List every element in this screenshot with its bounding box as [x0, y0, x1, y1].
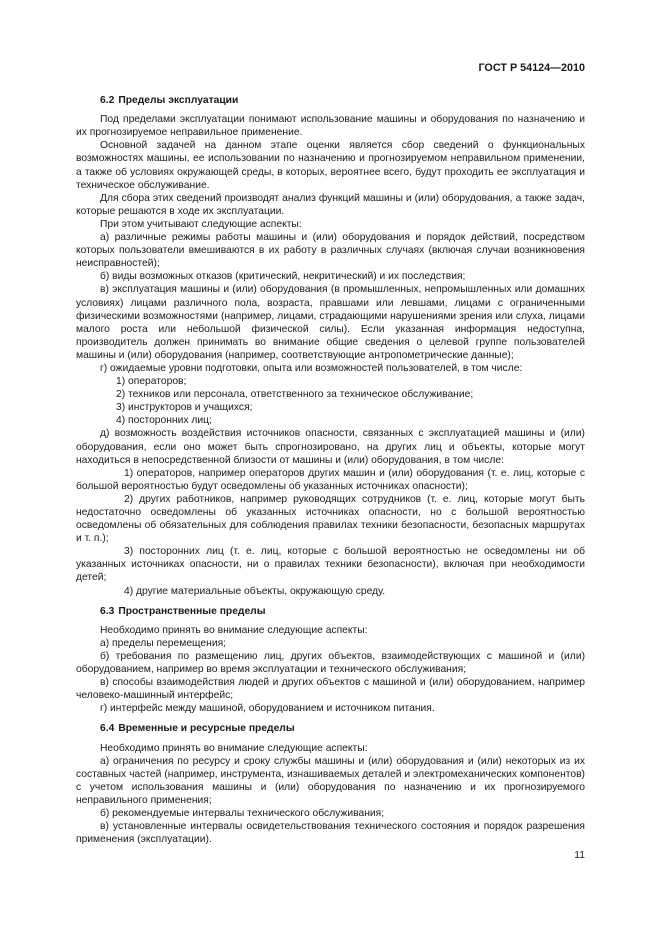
paragraph: 2) других работников, например руководящих сотрудников (т. е. лиц, которые могут быть недостаточно осведомлены об указанных источниках опасности, но с большой вероятностью осведомлены об обязательных для соблюдения правилах техники безопасности, безопасных маршрутах и т. п.); — [76, 493, 585, 545]
section-heading — [76, 605, 585, 618]
paragraph: б) виды возможных отказов (критический, некритический) и их последствия; — [100, 271, 466, 283]
paragraph: г) интерфейс между машиной, оборудованием и источником питания. — [100, 703, 435, 715]
paragraph: в) эксплуатация машины и (или) оборудования (в промышленных, непромышленных или домашних условиях) лицами различного пола, возраста, правшами или левшами, лицами с ограниченными физическими возможностями (например, лицами, страдающими нарушениями зрения или слуха, лицами малого роста или небольшой физической силы). Если указанная информация недоступна, производитель должен принимать во внимание общие сведения о целевой группе пользователей машины и (или) оборудования (например, соответствующие антропометрические данные); — [76, 284, 585, 361]
page-number: 11 — [574, 850, 585, 861]
paragraph: 3) посторонних лиц (т. е. лиц, которые с большой вероятностью не осведомлены ни об указанных источниках опасности, ни о правилах техники безопасности), включая при необходимости детей; — [76, 546, 585, 584]
paragraph: а) различные режимы работы машины и (или) оборудования и порядок действий, посредством которых пользователи вмешиваются в их работу в различных случаях (включая случаи возникновения неисправностей); — [76, 232, 585, 270]
paragraph: 4) посторонних лиц; — [116, 415, 212, 427]
paragraph: Для сбора этих сведений производят анализ функций машины и (или) оборудования, а также задач, которые решаются в ходе их эксплуатации. — [76, 192, 585, 217]
paragraph: в) установленные интервалы освидетельствования технического состояния и порядок разрешения применения (эксплуатации). — [76, 821, 585, 846]
paragraph: а) ограничения по ресурсу и сроку службы машины и (или) оборудования и (или) некоторых из их составных частей (например, инструмента, изнашиваемых деталей и электромеханических компонентов) с учетом использования машины и (или) оборудования по назначению и их прогнозируемого неправильного применения; — [76, 755, 585, 806]
section-number: 6.4 — [100, 723, 115, 735]
paragraph: 4) другие материальные объекты, окружающую среду. — [124, 585, 386, 597]
paragraph: д) возможность воздействия источников опасности, связанных с эксплуатацией машины и (или) оборудования, если оно может быть спрогнозировано, на других лиц и объекты, которые могут находиться в непосредственной близости от машины и (или) оборудования, в том числе: — [76, 428, 585, 466]
section-title-text: Временные и ресурсные пределы — [118, 723, 295, 735]
paragraph: а) пределы перемещения; — [100, 637, 227, 649]
section-heading — [76, 722, 585, 735]
document-body — [76, 94, 585, 846]
paragraph: 2) техников или персонала, ответственного за техническое обслуживание; — [116, 389, 474, 401]
paragraph: 1) операторов, например операторов других машин и (или) оборудования (т. е. лиц, которые с большой вероятностью будут осведомлены об указанных источниках опасности); — [76, 467, 585, 492]
paragraph: 1) операторов; — [116, 376, 187, 388]
section-6-3 — [76, 605, 585, 716]
section-number: 6.2 — [100, 95, 115, 107]
section-6-2 — [76, 94, 585, 598]
document-code: ГОСТ Р 54124—2010 — [478, 62, 585, 74]
section-6-4 — [76, 722, 585, 846]
paragraph: 3) инструкторов и учащихся; — [116, 402, 253, 414]
section-title-text: Пределы эксплуатации — [118, 95, 239, 107]
paragraph: б) требования по размещению лиц, других объектов, взаимодействующих с машиной и (или) оборудованием, например во время эксплуатации и технического обслуживания; — [76, 650, 585, 676]
section-heading — [76, 94, 585, 107]
paragraph: Под пределами эксплуатации понимают использование машины и оборудования по назначению и их прогнозируемое неправильное применение. — [76, 114, 585, 139]
section-title-text: Пространственные пределы — [118, 605, 266, 617]
paragraph: г) ожидаемые уровни подготовки, опыта или возможностей пользователей, в том числе: — [100, 362, 523, 374]
paragraph: б) рекомендуемые интервалы технического обслуживания; — [100, 807, 385, 819]
paragraph: Необходимо принять во внимание следующие аспекты: — [100, 742, 368, 754]
paragraph: в) способы взаимодействия людей и других объектов с машиной и (или) оборудованием, например человеко-машинный интерфейс; — [76, 677, 585, 702]
section-number: 6.3 — [100, 605, 115, 617]
paragraph: Необходимо принять во внимание следующие аспекты: — [100, 624, 368, 636]
paragraph: Основной задачей на данном этапе оценки является сбор сведений о функциональных возможностях машины, ее использовании по назначению и прогнозируемом неправильном применении, а также об условиях окружающей среды, в которых, вероятнее всего, будут проходить ее эксплуатация и техническое обслуживание. — [76, 140, 585, 191]
paragraph: При этом учитывают следующие аспекты: — [100, 218, 302, 230]
